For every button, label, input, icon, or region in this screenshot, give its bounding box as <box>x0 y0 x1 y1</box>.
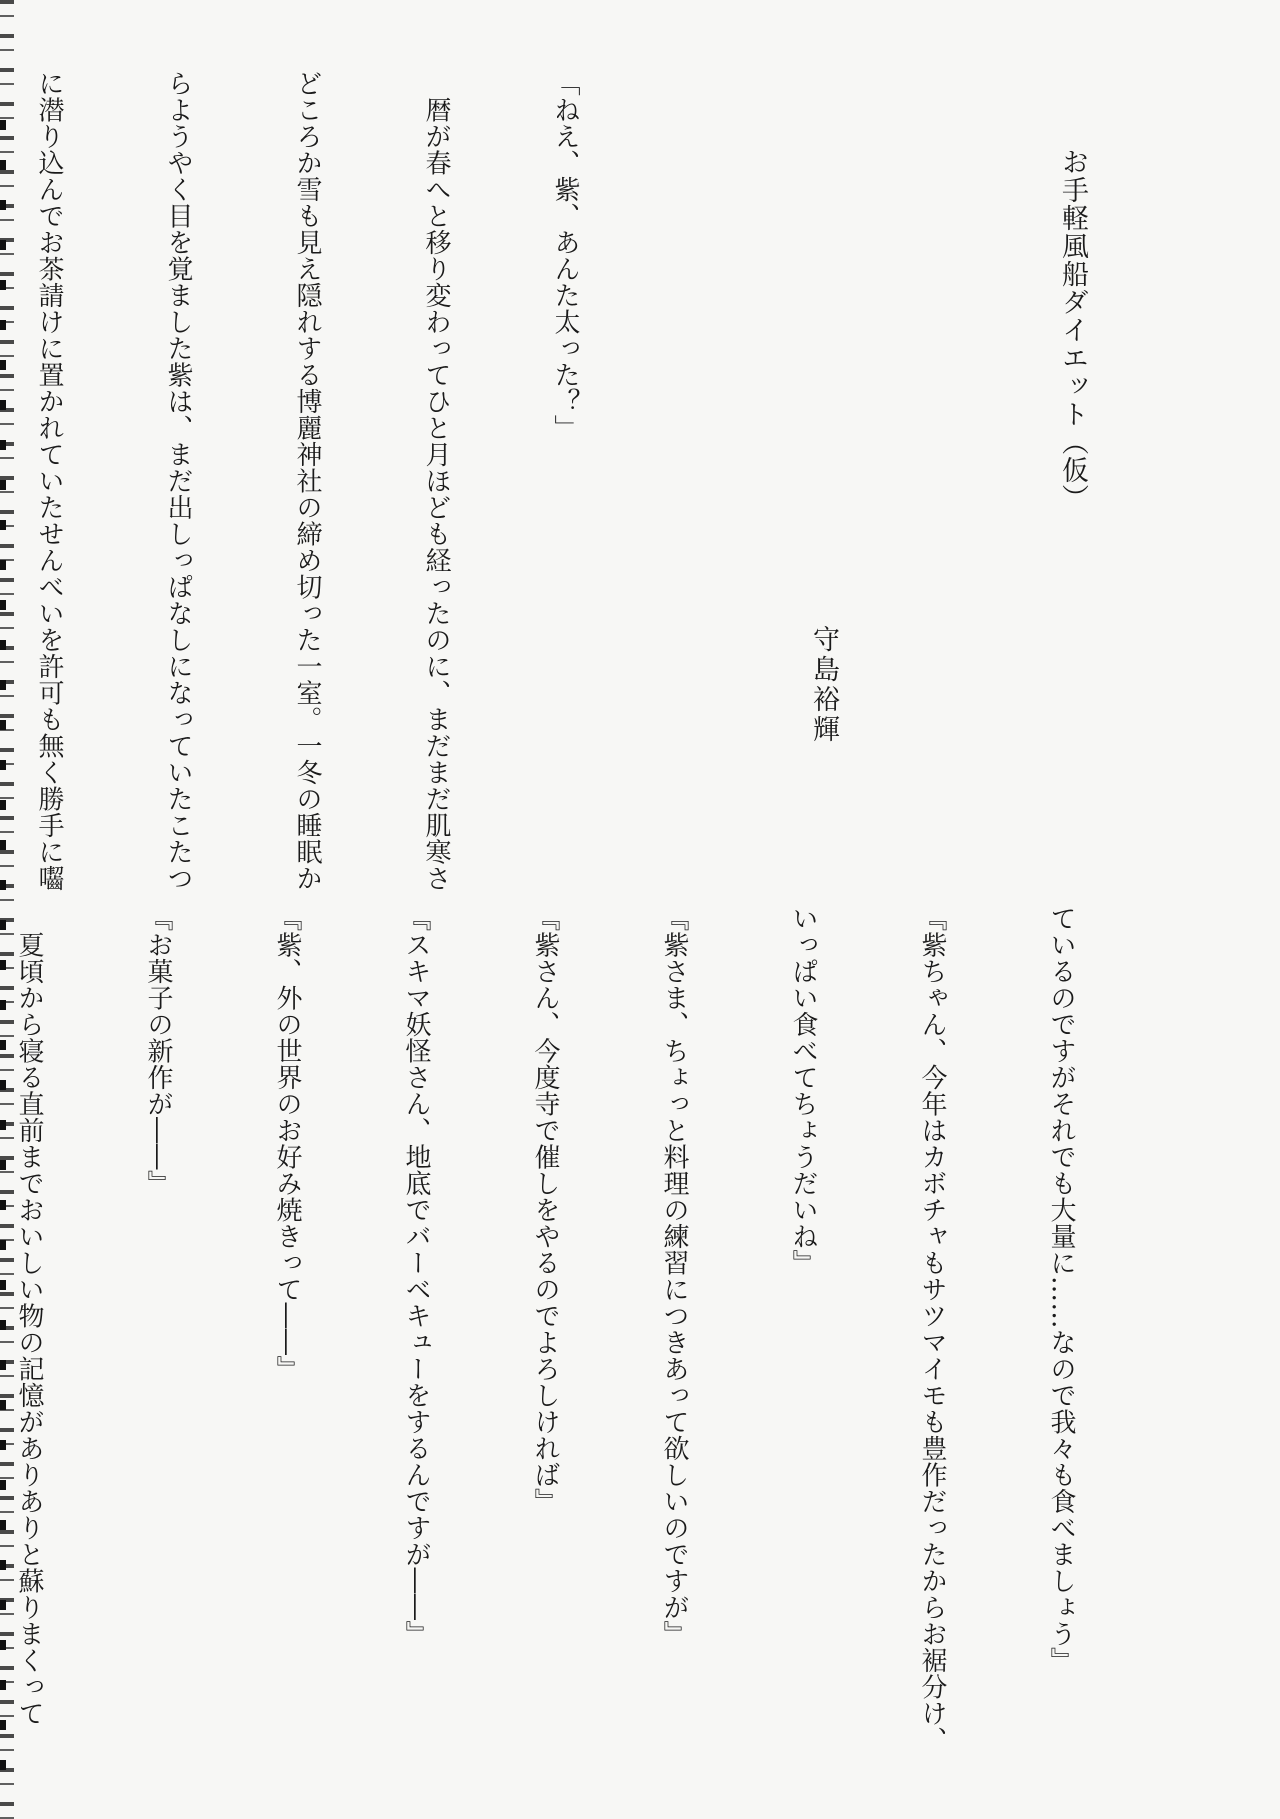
lower-text-block <box>0 905 1168 1753</box>
text-line: 暦が春へと移り変わってひと月ほども経ったのに、まだまだ肌寒さ <box>421 70 451 892</box>
text-line: 『スキマ妖怪さん、地底でバーベキューをするんですが――』 <box>401 905 431 1647</box>
text-line: ているのですがそれでも大量に……なので我々も食べましょう』 <box>1046 905 1076 1674</box>
author-name: 守島裕輝 <box>808 625 839 745</box>
spacer <box>672 70 716 790</box>
upper-text-block <box>0 70 1180 892</box>
text-line: どころか雪も見え隠れする博麗神社の締め切った一室。一冬の睡眠か <box>292 70 322 892</box>
text-line: 『紫さま、ちょっと料理の練習につきあって欲しいのですが』 <box>659 905 689 1647</box>
story-title: お手軽風船ダイエット（仮） <box>1057 148 1088 512</box>
spacer <box>931 70 965 790</box>
text-line: 『紫さん、今度寺で催しをやるのでよろしければ』 <box>530 905 560 1515</box>
text-line: 夏頃から寝る直前までおいしい物の記憶がありありと蘇りまくって <box>14 905 44 1727</box>
text-line: いっぱい食べてちょうだいね』 <box>788 905 818 1276</box>
text-line: らようやく目を覚ました紫は、まだ出しっぱなしになっていたこたつ <box>163 70 193 892</box>
text-line: 『紫ちゃん、今年はカボチャもサツマイモも豊作だったからお裾分け、 <box>917 905 947 1753</box>
text-line: 「ねえ、紫、あんた太った？」 <box>550 70 580 441</box>
text-line: 『お菓子の新作が――』 <box>143 905 173 1197</box>
text-line: 『紫、外の世界のお好み焼きって――』 <box>272 905 302 1382</box>
text-line: に潜り込んでお茶請けに置かれていたせんべいを許可も無く勝手に囓 <box>34 70 64 892</box>
